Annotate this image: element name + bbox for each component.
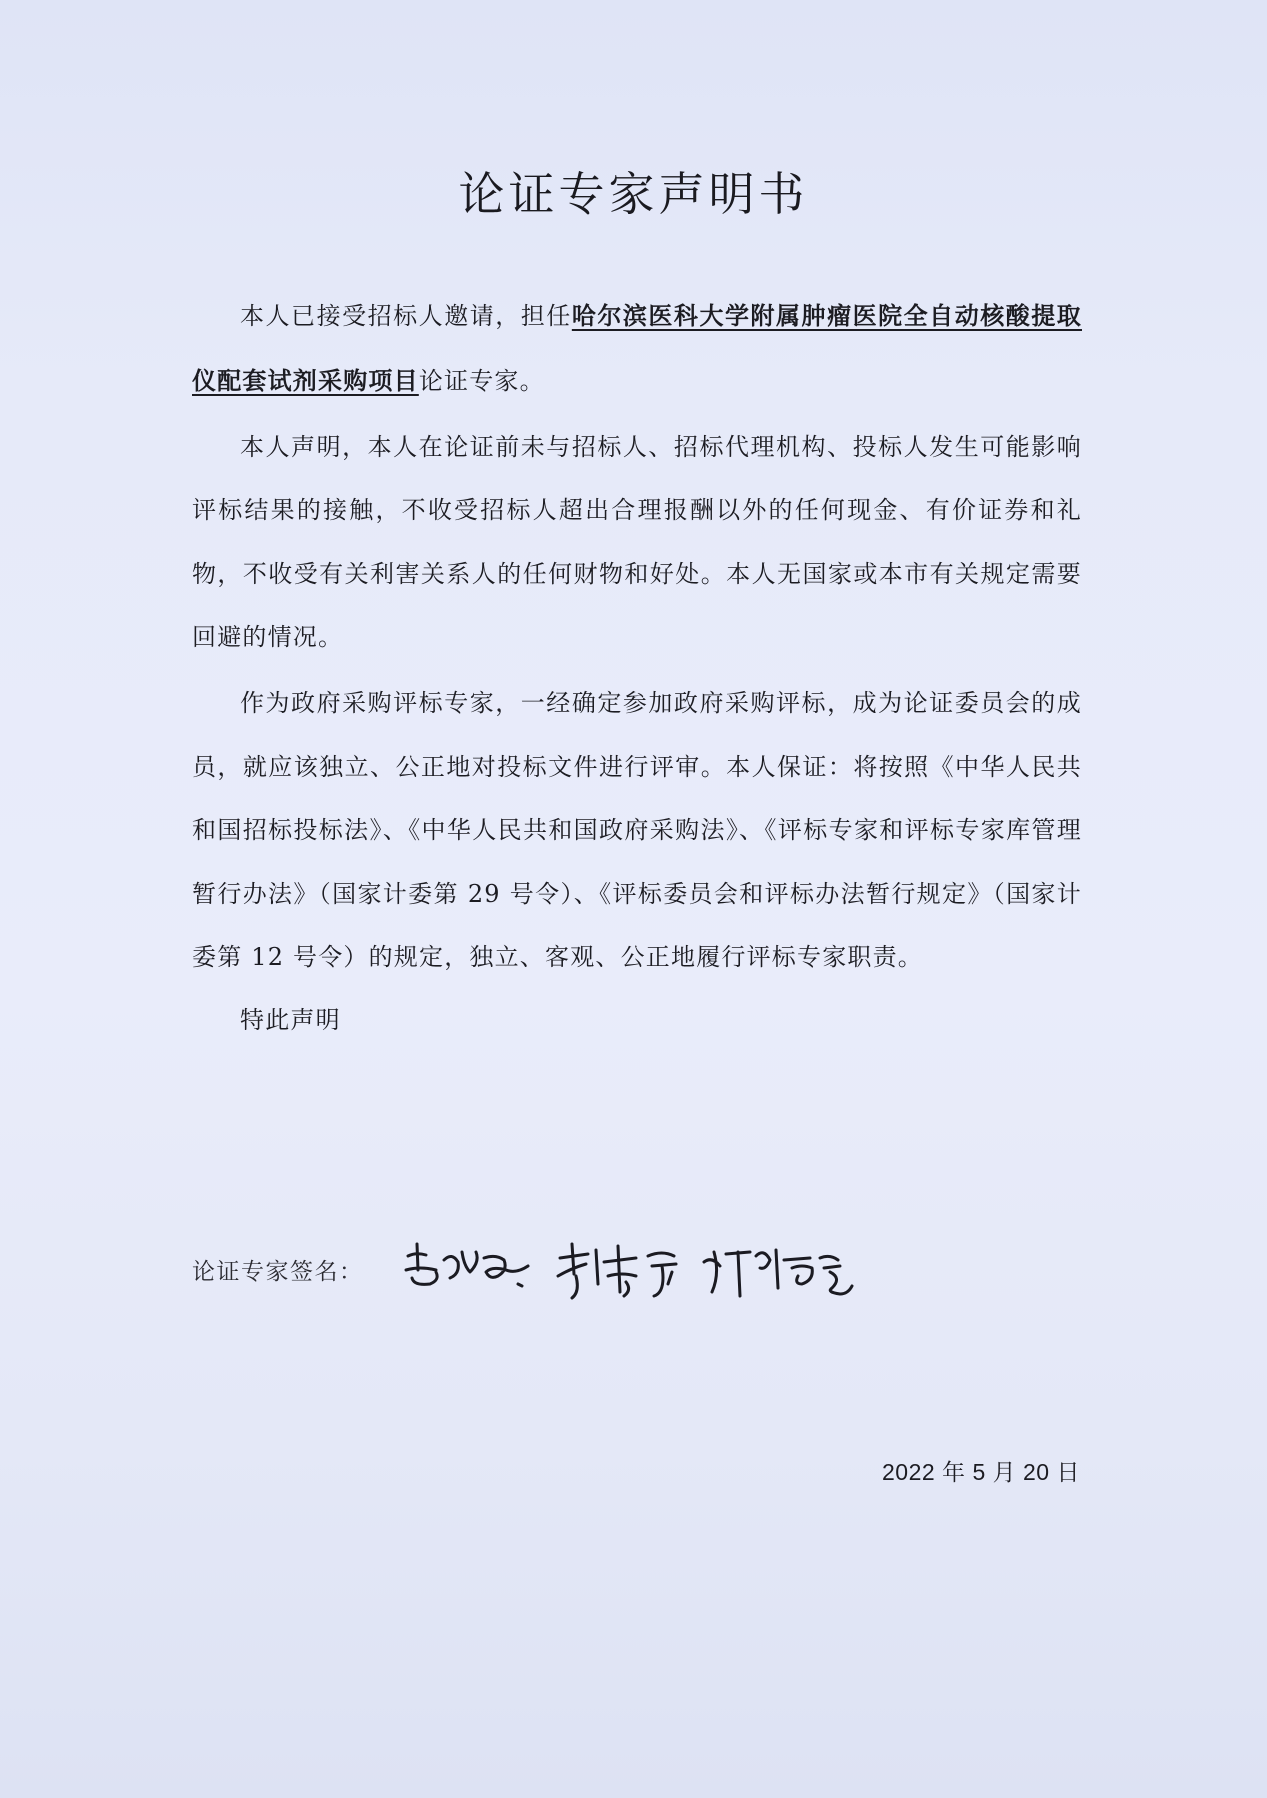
appointment-text: 本人已接受招标人邀请，担任	[240, 302, 572, 330]
appointment-role: 论证专家。	[418, 366, 545, 395]
paragraph-declaration: 本人声明，本人在论证前未与招标人、招标代理机构、投标人发生可能影响评标结果的接触，不收受招标人超出合理报酬以外的任何现金、有价证券和礼物，不收受有关利害关系人的任何财物和好处。本人无国家或本市有关规定需要回避的情况。	[192, 432, 1082, 651]
paragraph-guarantee: 作为政府采购评标专家，一经确定参加政府采购评标，成为论证委员会的成员，就应该独立、公正地对投标文件进行评审。本人保证：将按照《中华人民共和国招标投标法》、《中华人民共和国政府采购法》、《评标专家和评标专家库管理暂行办法》（国家计委第 29 号令）、《评标委员会和评标办法暂行规定》（国家计委第 12 号令）的规定，独立、客观、公正地履行评标专家职责。	[192, 689, 1082, 971]
document-title: 论证专家声明书	[458, 167, 809, 221]
document-body	[192, 284, 1082, 992]
project-name: 哈尔滨医科大学附属肿瘤医院全自动核酸提取仪配套试剂采购项目	[192, 301, 1082, 395]
handwritten-signatures	[400, 1222, 920, 1312]
paragraph-appointment	[192, 284, 1082, 413]
declaration-date: 2022 年 5 月 20 日	[882, 1459, 1080, 1485]
signature-3	[704, 1250, 852, 1296]
signature-2	[558, 1244, 676, 1298]
closing-statement: 特此声明	[240, 1006, 341, 1034]
signature-label: 论证专家签名：	[192, 1259, 364, 1285]
signature-1	[406, 1244, 528, 1286]
